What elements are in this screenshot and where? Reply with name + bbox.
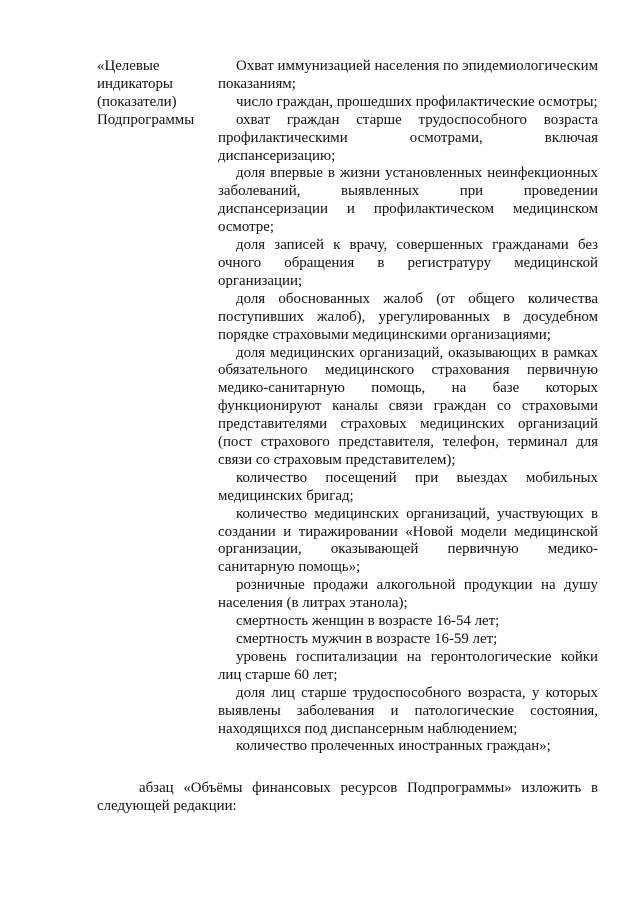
indicator-item: розничные продажи алкогольной продукции на душу населения (в литрах этанола); (218, 577, 598, 612)
indicator-item: охват граждан старше трудоспособного возраста профилактическими осмотрами, включая диспансеризацию; (218, 111, 598, 164)
indicator-item: количество пролеченных иностранных граждан»; (236, 738, 551, 755)
indicators-list (218, 58, 598, 756)
indicator-item: доля впервые в жизни установленных неинфекционных заболеваний, выявленных при проведении диспансеризации и профилактическом медицинском осмотре; (218, 165, 598, 236)
row-label-line: Подпрограммы (97, 111, 195, 128)
indicator-item: смертность женщин в возрасте 16-54 лет; (236, 613, 500, 630)
indicator-item: доля лиц старше трудоспособного возраста, у которых выявлены заболевания и патологические состояния, находящихся под диспансерным наблюдением; (218, 684, 598, 737)
indicator-item: уровень госпитализации на геронтологические койки лиц старше 60 лет; (218, 648, 598, 683)
indicator-item: смертность мужчин в возрасте 16-59 лет; (236, 631, 498, 647)
amendment-paragraph: абзац «Объёмы финансовых ресурсов Подпрограммы» изложить в следующей редакции: (97, 780, 598, 814)
row-label-line: «Целевые (97, 58, 160, 74)
indicator-item: число граждан, прошедших профилактические осмотры; (236, 93, 598, 110)
indicator-item: количество медицинских организаций, участвующих в создании и тиражировании «Новой модели медицинской организации, оказывающей первичную медико-санитарную помощь»; (218, 505, 598, 576)
indicator-item: Охват иммунизацией населения по эпидемиологическим показаниям; (218, 58, 598, 92)
indicator-item: доля медицинских организаций, оказывающих в рамках обязательного медицинского страхования первичную медико-санитарную помощь, на базе которых функционируют каналы связи граждан со страховыми представителями страховых медицинских организаций (пост страхового представителя, телефон, терминал для связи со страховым представителем); (218, 344, 598, 468)
row-label-line: (показатели) (97, 93, 177, 110)
row-label-line: индикаторы (97, 75, 173, 92)
row-label (97, 58, 215, 130)
indicator-item: доля обоснованных жалоб (от общего количества поступивших жалоб), урегулированных в досудебном порядке страховыми медицинскими организациями; (218, 290, 598, 343)
indicator-item: количество посещений при выездах мобильных медицинских бригад; (218, 469, 598, 504)
indicator-item: доля записей к врачу, совершенных гражданами без очного обращения в регистратуру медицинской организации; (218, 237, 598, 289)
